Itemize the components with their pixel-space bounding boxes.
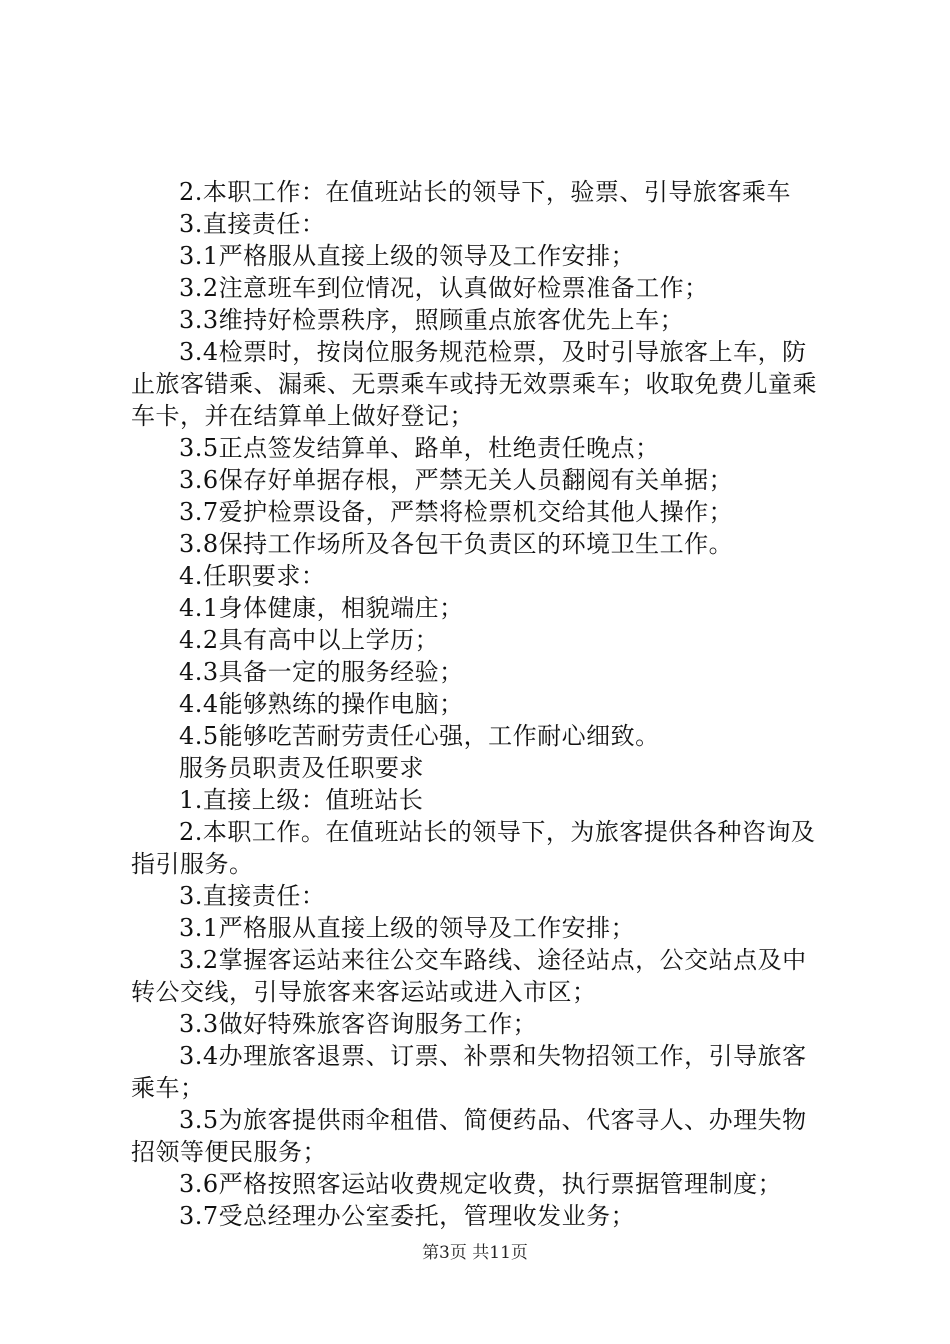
paragraph: 3.5正点签发结算单、路单，杜绝责任晚点；	[179, 434, 660, 462]
paragraph: 4.5能够吃苦耐劳责任心强，工作耐心细致。	[179, 722, 660, 750]
paragraph: 3.5为旅客提供雨伞租借、简便药品、代客寻人、办理失物招领等便民服务；	[131, 1106, 807, 1166]
paragraph: 3.4检票时，按岗位服务规范检票，及时引导旅客上车，防止旅客错乘、漏乘、无票乘车或持无效票乘车；收取免费儿童乘车卡，并在结算单上做好登记；	[131, 338, 817, 430]
section-heading: 服务员职责及任职要求	[179, 754, 424, 782]
paragraph: 3.7受总经理办公室委托，管理收发业务；	[179, 1202, 636, 1230]
paragraph: 4.3具备一定的服务经验；	[179, 658, 464, 686]
paragraph: 1.直接上级：值班站长	[179, 786, 424, 814]
paragraph: 3.1严格服从直接上级的领导及工作安排；	[179, 242, 636, 270]
paragraph: 2.本职工作：在值班站长的领导下，验票、引导旅客乘车	[179, 178, 791, 206]
paragraph: 4.2具有高中以上学历；	[179, 626, 440, 654]
paragraph: 3.2掌握客运站来往公交车路线、途径站点，公交站点及中转公交线，引导旅客来客运站或进入市区；	[131, 946, 807, 1006]
paragraph: 4.任职要求：	[179, 562, 326, 590]
document-body	[131, 176, 831, 1232]
paragraph: 3.1严格服从直接上级的领导及工作安排；	[179, 914, 636, 942]
paragraph: 3.4办理旅客退票、订票、补票和失物招领工作，引导旅客乘车；	[131, 1042, 807, 1102]
paragraph: 4.1身体健康，相貌端庄；	[179, 594, 464, 622]
paragraph: 3.6保存好单据存根，严禁无关人员翻阅有关单据；	[179, 466, 734, 494]
paragraph: 3.6严格按照客运站收费规定收费，执行票据管理制度；	[179, 1170, 783, 1198]
paragraph: 3.3做好特殊旅客咨询服务工作；	[179, 1010, 538, 1038]
paragraph: 3.2注意班车到位情况，认真做好检票准备工作；	[179, 274, 709, 302]
paragraph: 3.直接责任：	[179, 210, 326, 238]
paragraph: 3.7爱护检票设备，严禁将检票机交给其他人操作；	[179, 498, 734, 526]
paragraph: 3.3维持好检票秩序，照顾重点旅客优先上车；	[179, 306, 685, 334]
paragraph: 2.本职工作。在值班站长的领导下，为旅客提供各种咨询及指引服务。	[131, 818, 816, 878]
paragraph: 3.直接责任：	[179, 882, 326, 910]
paragraph: 4.4能够熟练的操作电脑；	[179, 690, 464, 718]
paragraph: 3.8保持工作场所及各包干负责区的环境卫生工作。	[179, 530, 734, 558]
page-number-footer: 第3页 共11页	[422, 1243, 528, 1263]
